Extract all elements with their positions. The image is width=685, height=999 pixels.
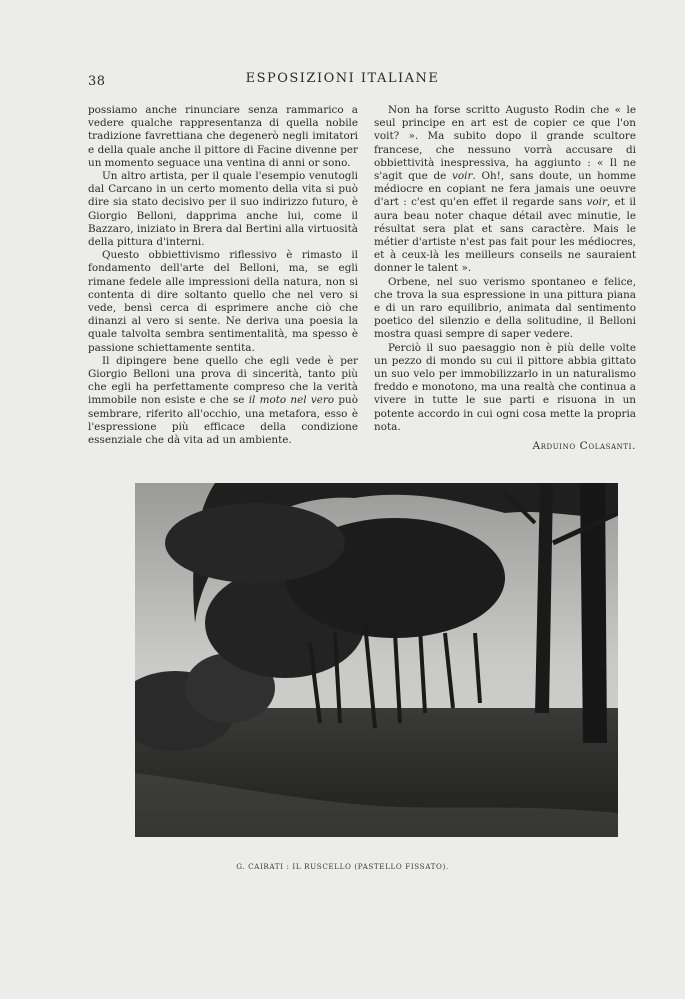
- paragraph: possiamo anche rinunciare senza rammarico a vedere qualche rappresentanza di quella nobile tradizione favrettiana che degenerò negli imitatori e della quale anche il pittore di Facine divenne per un momento seguace una ventina di anni or sono.: [88, 104, 358, 169]
- text-run: può sembrare, riferito all'occhio, una metafora, esso è l'espressione più efficace della condizione essenziale che dà vita ad un ambiente.: [88, 394, 358, 447]
- text-run: Non ha forse scritto Augusto Rodin che « le seul principe en art est de copier ce que l'on voit? ». Ma subito dopo il grande scultore francese, che nessuno vorrà accusare di obbiettività inespressiva, ha aggiunto : « Il ne s'agit que de: [374, 104, 636, 183]
- landscape-image: [135, 483, 618, 837]
- artwork-plate: [135, 483, 618, 837]
- left-column: [88, 104, 358, 447]
- paragraph: Orbene, nel suo verismo spontaneo e felice, che trova la sua espressione in una pittura piana e di un raro equilibrio, animata dal sentimento poetico del silenzio e della solitudine, il Belloni mostra quasi sempre di saper vedere.: [374, 275, 636, 341]
- text-run: Il dipingere bene quello che egli vede è per Giorgio Belloni una prova di sincerità, tanto più che egli ha perfettamente compreso che la verità immobile non esiste e che se: [88, 354, 358, 407]
- text-run: , et il aura beau noter chaque détail avec minutie, le résultat sera plat et sans caractère. Mais le métier d'artiste n'est pas fait pour les médiocres, et à ceux-là les meilleurs conseils ne sauraient donner le talent ».: [374, 196, 636, 275]
- running-title: ESPOSIZIONI ITALIANE: [245, 71, 440, 86]
- signature: Arduino Colasanti.: [532, 440, 636, 453]
- emphasis: voir: [586, 196, 607, 209]
- paragraph: Un altro artista, per il quale l'esempio venutogli dal Carcano in un certo momento della vita si può dire sia stato decisivo per il suo indirizzo futuro, è Giorgio Belloni, dapprima anche lui, come il Bazzaro, iniziato in Brera dal Bertini alla virtuosità della pittura d'interni.: [88, 170, 358, 249]
- tree-canopy: [165, 503, 345, 583]
- paragraph: Questo obbiettivismo riflessivo è rimasto il fondamento dell'arte del Belloni, ma, se egli rimane fedele alle impressioni della natura, non si contenta di dire soltanto quello che nel vero si vede, bensì cerca di esprimere anche ciò che dinanzi al vero si sente. Ne deriva una poesia la quale talvolta sembra sentimentalità, ma spesso è passione schiettamente sentita.: [88, 249, 358, 354]
- page-number: 38: [88, 74, 106, 89]
- emphasis: voir: [452, 170, 473, 183]
- paragraph: [88, 355, 358, 447]
- paragraph: Perciò il suo paesaggio non è più delle volte un pezzo di mondo su cui il pittore abbia gittato un suo velo per immobilizzarlo in un naturalismo freddo e monotono, ma una realtà che continua a vivere in tutte le sue parti e risuona in un potente accordo in cui ogni cosa mette la propria nota.: [374, 341, 636, 433]
- emphasis: il moto nel vero: [248, 394, 335, 407]
- text-run: . Oh!, sans doute, un homme médiocre en copiant ne fera jamais une oeuvre d'art : c'est qu'en effet il regarde sans: [374, 170, 636, 209]
- paragraph: [374, 104, 636, 276]
- right-column: [374, 104, 636, 453]
- figure-caption: G. CAIRATI : IL RUSCELLO (PASTELLO FISSATO).: [236, 862, 449, 871]
